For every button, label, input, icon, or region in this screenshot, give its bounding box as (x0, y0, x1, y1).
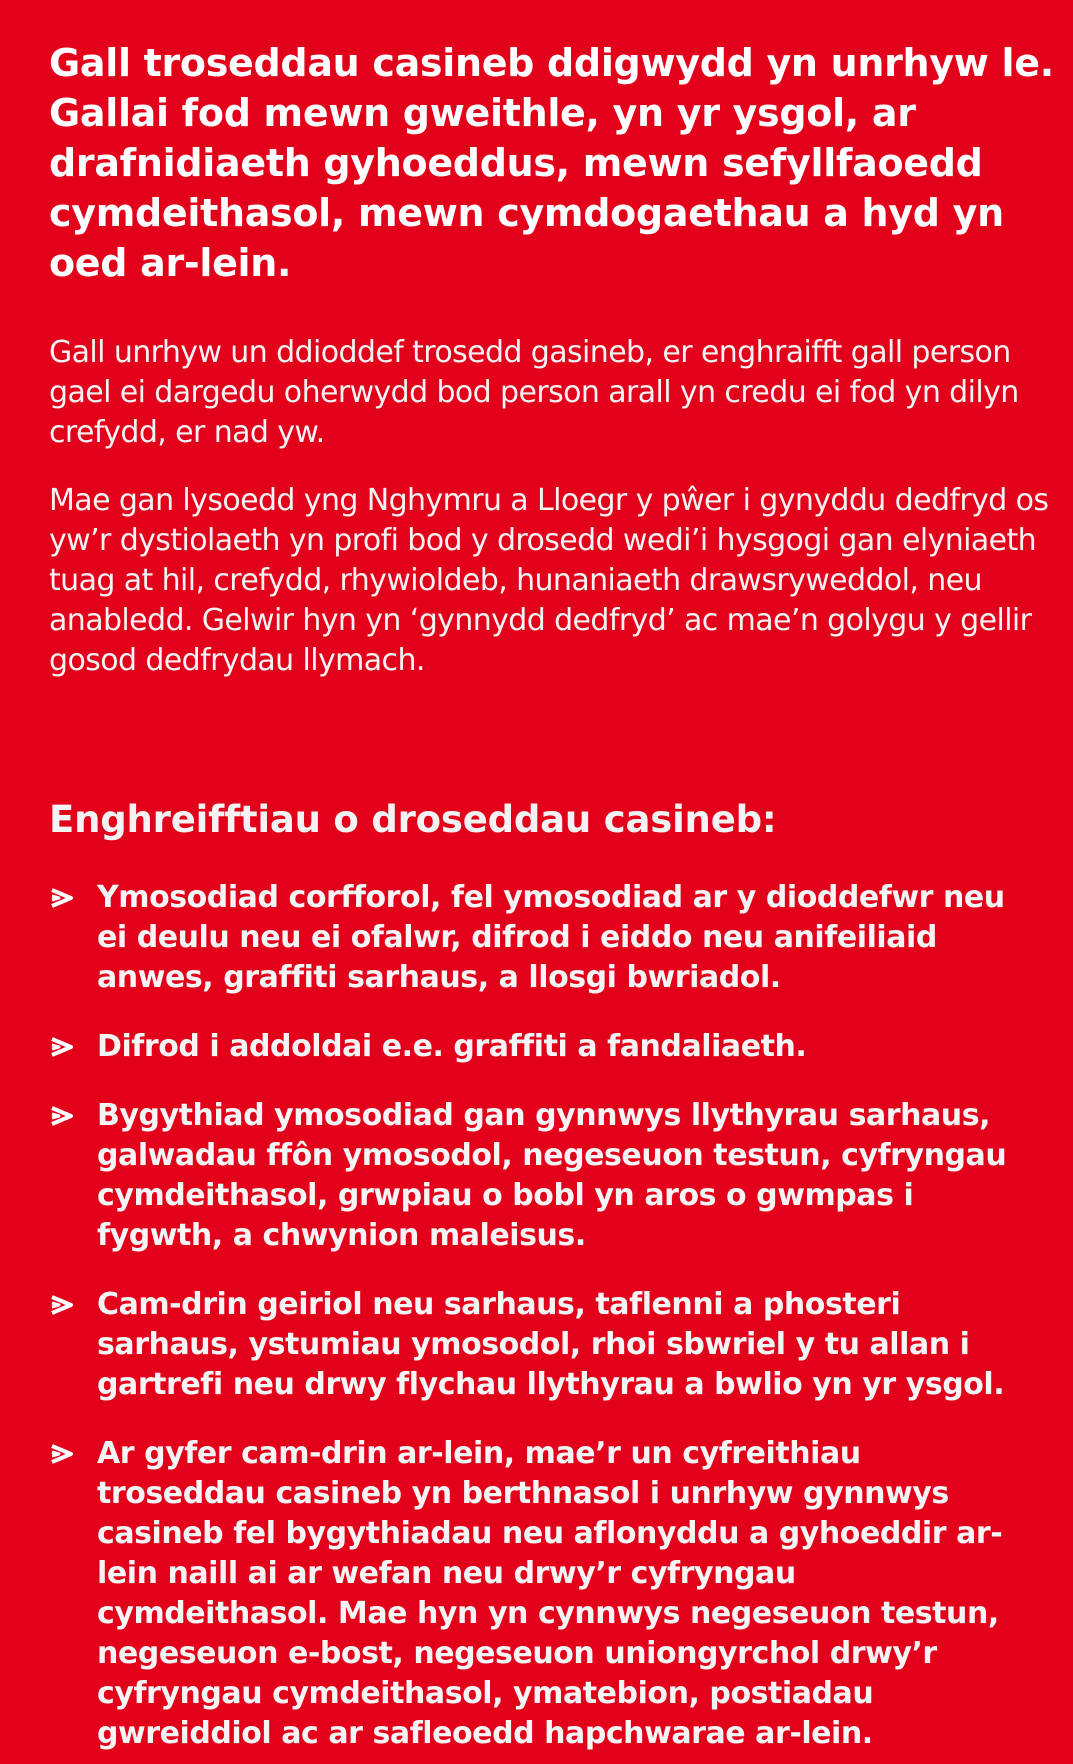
list-item-text: Ar gyfer cam-drin ar-lein, mae’r un cyfreithiau troseddau casineb yn berthnasol i unrhyw gynnwys casineb fel bygythiadau neu aflonyddu a gyhoeddir ar-lein naill ai ar wefan neu drwy’r cyfryngau cymdeithasol. Mae hyn yn cynnwys negeseuon testun, negeseuon e-bost, negeseuon uniongyrchol drwy’r cyfryngau cymdeithasol, ymatebion, postiadau gwreiddiol ac ar safleoedd hapchwarae ar-lein. (97, 1436, 1003, 1751)
list-item-text: Cam-drin geiriol neu sarhaus, taflenni a phosteri sarhaus, ystumiau ymosodol, rhoi sbwriel y tu allan i gartrefi neu drwy flychau llythyrau a bwlio yn yr ysgol. (97, 1287, 1005, 1402)
list-item (49, 1027, 1053, 1067)
double-chevron-right-icon (49, 1105, 76, 1127)
double-chevron-right-icon (49, 1443, 76, 1465)
examples-title: Enghreifftiau o droseddau casineb: (49, 798, 777, 841)
list-item (49, 878, 1053, 998)
list-item-text: Bygythiad ymosodiad gan gynnwys llythyrau sarhaus, galwadau ffôn ymosodol, negeseuon testun, cyfryngau cymdeithasol, grwpiau o bobl yn aros o gwmpas i fygwth, a chwynion maleisus. (97, 1098, 1007, 1253)
double-chevron-right-icon (49, 1036, 76, 1058)
list-item (49, 1285, 1053, 1405)
list-item (49, 1434, 1053, 1754)
double-chevron-right-icon (49, 1294, 76, 1316)
intro-heading: Gall troseddau casineb ddigwydd yn unrhyw le. Gallai fod mewn gweithle, yn yr ysgol, ar drafnidiaeth gyhoeddus, mewn sefyllfaoedd cymdeithasol, mewn cymdogaethau a hyd yn oed ar-lein. (49, 41, 1054, 285)
list-item (49, 1096, 1053, 1256)
body-paragraph: Mae gan lysoedd yng Nghymru a Lloegr y pŵer i gynyddu dedfryd os yw’r dystiolaeth yn profi bod y drosedd wedi’i hysgogi gan elyniaeth tuag at hil, crefydd, rhywioldeb, hunaniaeth drawsryweddol, neu anabledd. Gelwir hyn yn ‘gynnydd dedfryd’ ac mae’n golygu y gellir gosod dedfrydau llymach. (49, 483, 1049, 678)
examples-list (49, 878, 1053, 1754)
body-paragraph: Gall unrhyw un ddioddef trosedd gasineb, er enghraifft gall person gael ei dargedu oherwydd bod person arall yn credu ei fod yn dilyn crefydd, er nad yw. (49, 335, 1019, 450)
list-item-text: Ymosodiad corfforol, fel ymosodiad ar y dioddefwr neu ei deulu neu ei ofalwr, difrod i eiddo neu anifeiliaid anwes, graffiti sarhaus, a llosgi bwriadol. (97, 880, 1005, 995)
double-chevron-right-icon (49, 887, 76, 909)
list-item-text: Difrod i addoldai e.e. graffiti a fandaliaeth. (97, 1029, 807, 1064)
